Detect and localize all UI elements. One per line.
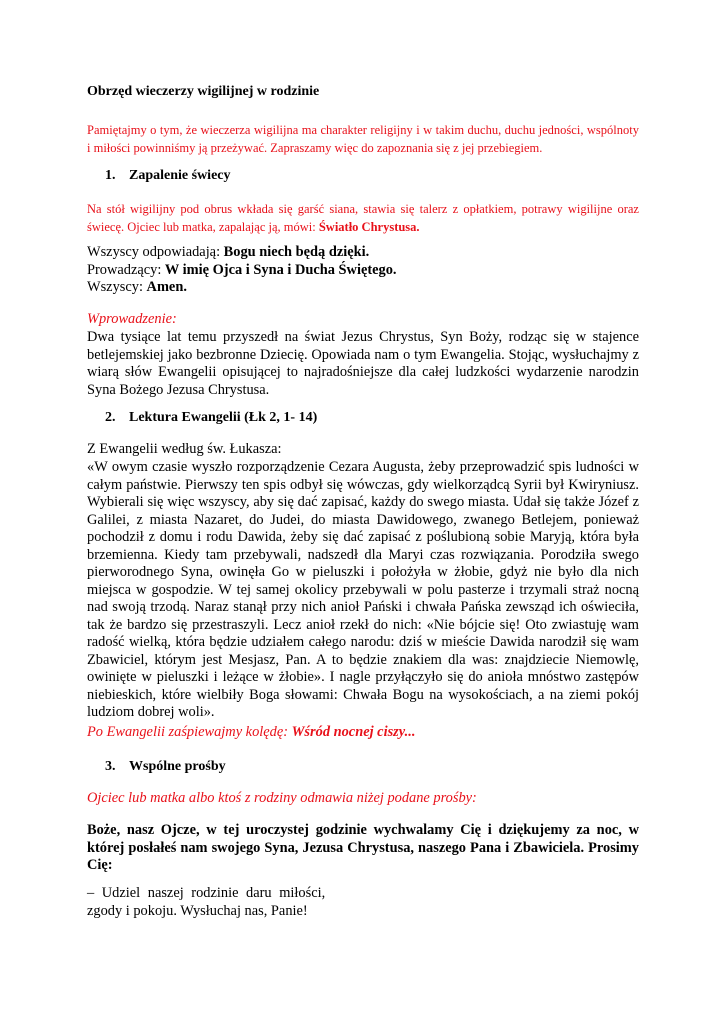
gospel-source: Z Ewangelii według św. Łukasza:: [87, 441, 282, 457]
response-speaker: Wszyscy:: [87, 279, 147, 296]
response-line: [87, 279, 639, 297]
section-1-number: 1.: [105, 168, 116, 183]
song-instruction: [87, 724, 639, 742]
section-2-heading: [105, 410, 317, 426]
section-1-instruction: [87, 200, 639, 236]
petitions-instruction: Ojciec lub matka albo ktoś z rodziny odmawia niżej podane prośby:: [87, 790, 477, 806]
response-text: Amen.: [146, 279, 187, 296]
document-title: Obrzęd wieczerzy wigilijnej w rodzinie: [87, 84, 320, 99]
section-3-heading: [105, 759, 226, 775]
section-1-instruction-bold: Światło Chrystusa.: [318, 220, 420, 234]
petition-block: [87, 885, 639, 920]
section-1-title: Zapalenie świecy: [129, 168, 231, 183]
response-text: Bogu niech będą dzięki.: [223, 244, 370, 260]
prayer-text: Boże, nasz Ojcze, w tej uroczystej godzinie wychwalamy Cię i dziękujemy za noc, w której posłałeś nam swojego Syna, Jezusa Chrystusa, naszego Pana i Zbawiciela. Prosimy Cię:: [87, 822, 639, 873]
section-3-title: Wspólne prośby: [129, 759, 226, 774]
responses-block: [87, 244, 639, 297]
response-speaker: Wszyscy odpowiadają:: [87, 244, 224, 260]
section-3-number: 3.: [105, 759, 116, 774]
gospel-text: «W owym czasie wyszło rozporządzenie Cezara Augusta, żeby przeprowadzić spis ludności w całym państwie. Pierwszy ten spis odbył się wówczas, gdy wielkorządcą Syrii był Kwiryniusz. Wybierali się więc wszyscy, aby się dać zapisać, każdy do swego miasta. Udał się także Józef z Galilei, z miasta Nazaret, do Judei, do miasta Dawidowego, zwanego Betlejem, ponieważ pochodził z domu i rodu Dawida, żeby się dać zapisać z poślubioną sobie Maryją, która była brzemienna. Kiedy tam przebywali, nadszedł dla Maryi czas rozwiązania. Porodziła swego pierworodnego Syna, owinęła Go w pieluszki i położyła w żłobie, gdyż nie było dla nich miejsca w gospodzie. W tej samej okolicy przebywali w polu pasterze i trzymali straż nocną nad swoją trzodą. Naraz stanął przy nich anioł Pański i chwała Pańska zewsząd ich oświeciła, tak że bardzo się przestraszyli. Lecz anioł rzekł do nich: «Nie bójcie się! Oto zwiastuję wam radość wielką, która będzie udziałem całego narodu: dziś w mieście Dawida narodził się wam Zbawiciel, którym jest Mesjasz, Pan. A to będzie znakiem dla was: znajdziecie Niemowlę, owinięte w pieluszki i leżące w żłobie». I nagle przyłączyło się do anioła mnóstwo zastępów niebieskich, które wielbiły Boga słowami: Chwała Bogu na wysokościach, a na ziemi pokój ludziom dobrej woli».: [87, 459, 639, 720]
response-text: W imię Ojca i Syna i Ducha Świętego.: [164, 261, 397, 278]
section-2-title: Lektura Ewangelii (Łk 2, 1- 14): [129, 410, 318, 425]
section-1-instruction-text: Na stół wigilijny pod obrus wkłada się garść siana, stawia się talerz z opłatkiem, potrawy wigilijne oraz świecę. Ojciec lub matka, zapalając ją, mówi:: [87, 202, 639, 234]
response-line: [87, 244, 639, 262]
section-2-number: 2.: [105, 410, 116, 425]
petition-line: zgody i pokoju. Wysłuchaj nas, Panie!: [87, 902, 308, 919]
petition-line: – Udziel naszej rodzinie daru miłości,: [87, 885, 326, 901]
intro-paragraph: Pamiętajmy o tym, że wieczerza wigilijna ma charakter religijny i w takim duchu, duchu jedności, wspólnoty i miłości powinniśmy ją przeżywać. Zapraszamy więc do zapoznania się z jej przebiegiem.: [87, 123, 639, 155]
song-instruction-text: Po Ewangelii zaśpiewajmy kolędę:: [87, 724, 292, 740]
introduction-label: Wprowadzenie:: [87, 311, 177, 327]
response-line: [87, 262, 639, 280]
section-1-heading: [105, 168, 231, 184]
song-title: Wśród nocnej ciszy...: [291, 724, 416, 740]
response-speaker: Prowadzący:: [87, 261, 165, 278]
introduction-text: Dwa tysiące lat temu przyszedł na świat Jezus Chrystus, Syn Boży, rodząc się w stajence betlejemskiej jako bezbronne Dziecię. Opowiada nam o tym Ewangelia. Stojąc, wysłuchajmy z wiarą słów Ewangelii opisującej to najradośniejsze dla całej ludzkości wydarzenie narodzin Syna Bożego Jezusa Chrystusa.: [87, 329, 639, 398]
